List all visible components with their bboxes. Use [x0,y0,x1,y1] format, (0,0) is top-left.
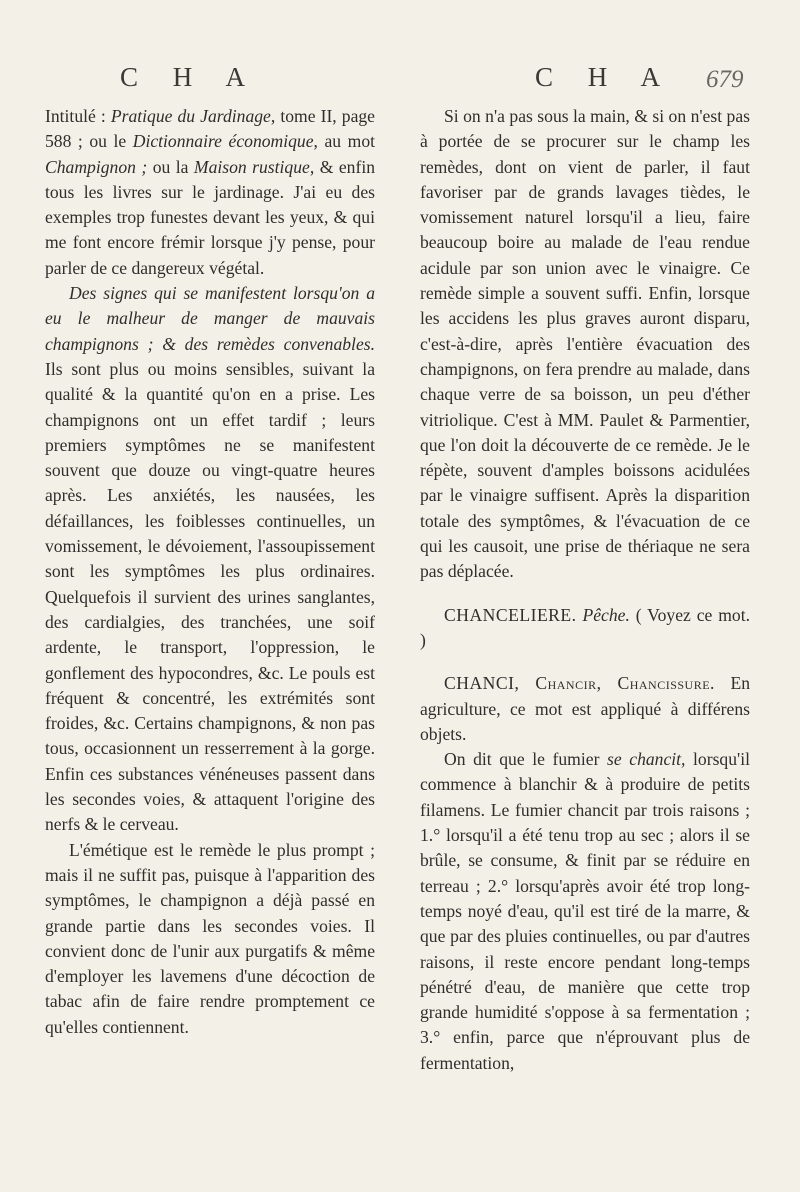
text-run: , au mot [313,131,375,152]
text-run: On dit que le fumier [444,749,608,770]
text-run: , & enfin tous les livres sur le jardinage. J'ai eu des exemples trop funestes devant les yeux, & qui me font encore frémir lorsque j'y pense, pour parler de ce dangereux végétal. [45,156,376,278]
entry-chanci [420,671,750,747]
paragraph-remedies [420,104,750,585]
text-run: Intitulé : [45,106,111,126]
entry-label: Pêche. [576,604,636,625]
book-title: Champignon ; [45,156,153,177]
paragraph-signs [45,281,375,838]
text-run: ou la [152,156,194,177]
text-run: Ils sont plus ou moins sensibles, suivant la qualité & la quantité qu'on en a prise. Les champignons ont un effet tardif ; leurs premiers symptômes ne se manifestent souvent que douze ou vingt-quatre heures après. Les anxiétés, les nausées, les défaillances, les foiblesses continuelles, un vomissement, le dévoiement, l'assoupissement sont les symptômes les plus ordinaires. Quelquefois il survient des urines sanglantes, des cardialgies, des tranchées, une soif ardente, le transport, l'oppression, le gonflement des hypocondres, &c. Le pouls est fréquent & concentré, les extrémités sont froides, &c. Certains champignons, & non pas tous, occasionnent un resserrement à la gorge. Enfin ces substances vénéneuses passent dans les secondes voies, & attaquent l'origine des nerfs & le cerveau. [45,358,375,835]
text-run: lorsqu'il commence à blanchir & à produire de petits filamens. Le fumier chancit par trois raisons ; 1.° lorsqu'il a été tenu trop au sec ; alors il se brûle, se consume, & finit par se réduire en terreau ; 2.° lorsqu'après avoir été trop long-temps noyé d'eau, qu'il est tiré de la marre, & que par des pluies continuelles, ou par d'autres raisons, il reste encore pendant long-temps pénétré d'eau, de manière que cette trop grande humidité s'oppose à sa fermentation ; 3.° enfin, parce que n'éprouvant plus de fermentation, [420,749,750,1073]
italic-term: se chancit, [607,749,686,770]
cross-reference: ( Voyez ce mot. ) [420,604,750,650]
text-run: , tome II, page 588 ; ou le [45,106,375,152]
running-head-left: C H A [120,62,260,92]
headword-chanci: CHANCI, [444,673,536,694]
book-title: Pratique du Jardinage [110,106,271,126]
text-run: Si on n'a pas sous la main, & si on n'est pas à portée de se procurer sur le champ les remèdes, dont on vient de parler, il faut favoriser par de grands lavages tièdes, le vomissement naturel lorsqu'il a lieu, faire beaucoup boire au malade de l'eau rendue acidule par son union avec le vinaigre. Ce remède simple a souvent suffi. Enfin, lorsque les accidens les plus graves auront disparu, c'est-à-dire, après l'entière évacuation des champignons, on fera prendre au malade, dans chaque verre de sa boisson, un peu d'éther vitriolique. C'est à MM. Paulet & Parmentier, que l'on doit la découverte de ce remède. Je le répète, souvent d'amples boissons acidulées par le vinaigre suffisent. Après la disparition totale des symptômes, & l'évacuation de ce qui les causoit, une prise de thériaque ne sera pas déplacée. [420,106,750,582]
book-title: Dictionnaire économique [132,131,314,152]
headword-variants: Chancir, Chancissure. [535,673,715,694]
paragraph-fumier [420,747,750,1076]
paragraph-intitule [45,104,375,281]
text-run: En agriculture, ce mot est appliqué à différens objets. [420,673,750,744]
running-head-right: C H A [535,62,675,92]
left-column [45,104,375,1040]
text-run: L'émétique est le remède le plus prompt ; mais il ne suffit pas, puisque à l'apparition des symptômes, le champignon a déjà passé en grande partie dans les secondes voies. Il convient donc de l'unir aux purgatifs & même d'employer les lavemens d'une décoction de tabac afin de faire rendre promptement ce qu'elles contiennent. [45,839,375,1037]
entry-chanceliere [420,603,750,654]
book-title: Maison rustique [193,156,310,177]
page-number: 679 [706,66,744,93]
headword-chanceliere: CHANCELIERE. [444,604,577,625]
paragraph-emetique [45,838,375,1040]
section-heading: Des signes qui se manifestent lorsqu'on a eu le malheur de manger de mauvais champignons ; & des remèdes convenables. [45,283,375,354]
right-column [420,104,750,1076]
